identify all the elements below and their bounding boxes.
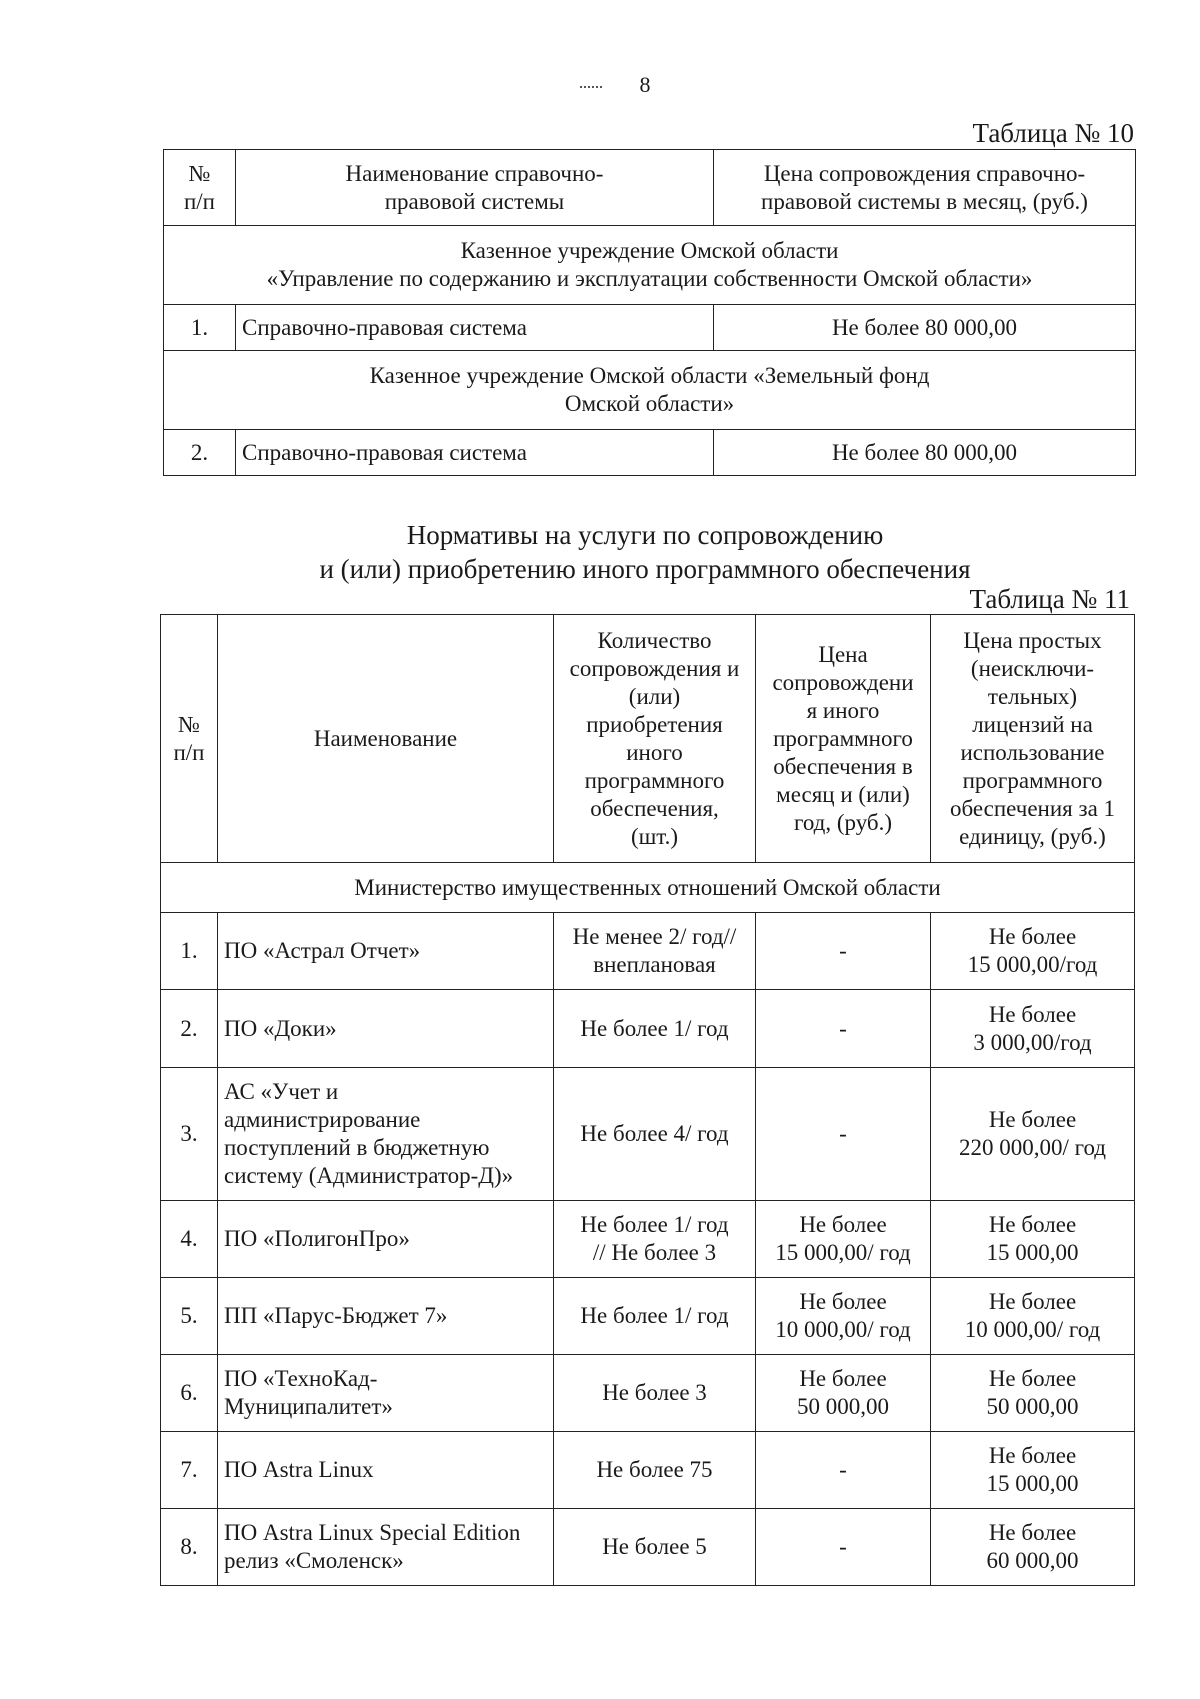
row-name: ПО «Астрал Отчет» bbox=[218, 913, 554, 990]
table-row bbox=[161, 1068, 1135, 1201]
page-number: 8 bbox=[639, 72, 651, 97]
row-support-price: - bbox=[756, 1509, 931, 1586]
row-number: 5. bbox=[161, 1278, 218, 1355]
table11-section-row bbox=[161, 863, 1135, 913]
row-price: Не более 80 000,00 bbox=[714, 430, 1136, 476]
row-quantity: Не более 3 bbox=[554, 1355, 756, 1432]
row-license-price: Не более 60 000,00 bbox=[931, 1509, 1135, 1586]
table-row bbox=[164, 305, 1136, 351]
table10 bbox=[163, 149, 1136, 476]
row-support-price: Не более 50 000,00 bbox=[756, 1355, 931, 1432]
row-license-price: Не более 50 000,00 bbox=[931, 1355, 1135, 1432]
row-support-price: - bbox=[756, 990, 931, 1068]
table10-header-cell: № п/п bbox=[164, 150, 236, 226]
row-quantity: Не более 1/ год bbox=[554, 1278, 756, 1355]
table11-header-cell: Цена простых (неисключи- тельных) лицензий на использование программного обеспечения за 1 единицу, (руб.) bbox=[931, 615, 1135, 863]
row-license-price: Не более 3 000,00/год bbox=[931, 990, 1135, 1068]
table-row bbox=[161, 1278, 1135, 1355]
row-number: 8. bbox=[161, 1509, 218, 1586]
table11 bbox=[160, 614, 1135, 1586]
table-row bbox=[161, 1509, 1135, 1586]
row-number: 2. bbox=[161, 990, 218, 1068]
row-support-price: - bbox=[756, 913, 931, 990]
table-row bbox=[161, 1355, 1135, 1432]
row-quantity: Не более 75 bbox=[554, 1432, 756, 1509]
row-number: 7. bbox=[161, 1432, 218, 1509]
table-row bbox=[161, 1432, 1135, 1509]
table11-header-row bbox=[161, 615, 1135, 863]
row-number: 1. bbox=[161, 913, 218, 990]
row-support-price: - bbox=[756, 1068, 931, 1201]
table10-section-row bbox=[164, 351, 1136, 430]
table10-header-row bbox=[164, 150, 1136, 226]
row-license-price: Не более 15 000,00/год bbox=[931, 913, 1135, 990]
row-quantity: Не более 4/ год bbox=[554, 1068, 756, 1201]
table-row bbox=[161, 1201, 1135, 1278]
row-license-price: Не более 10 000,00/ год bbox=[931, 1278, 1135, 1355]
row-number: 6. bbox=[161, 1355, 218, 1432]
table10-section-title: Казенное учреждение Омской области «Земельный фонд Омской области» bbox=[164, 351, 1136, 430]
table-row bbox=[161, 913, 1135, 990]
row-number: 4. bbox=[161, 1201, 218, 1278]
table11-caption: Таблица № 11 bbox=[969, 584, 1130, 614]
section-title: Нормативы на услуги по сопровождению и (или) приобретению иного программного обеспечения bbox=[319, 520, 971, 584]
table11-header-cell: № п/п bbox=[161, 615, 218, 863]
row-support-price: - bbox=[756, 1432, 931, 1509]
row-name: ПО «ПолигонПро» bbox=[218, 1201, 554, 1278]
table10-caption: Таблица № 10 bbox=[972, 118, 1134, 148]
row-name: ПО Astra Linux bbox=[218, 1432, 554, 1509]
row-number: 1. bbox=[164, 305, 236, 351]
row-quantity: Не более 5 bbox=[554, 1509, 756, 1586]
row-name: ПО «ТехноКад- Муниципалитет» bbox=[218, 1355, 554, 1432]
table10-header-cell: Цена сопровождения справочно- правовой системы в месяц, (руб.) bbox=[714, 150, 1136, 226]
row-name: АС «Учет и администрирование поступлений в бюджетную систему (Администратор-Д)» bbox=[218, 1068, 554, 1201]
table-row bbox=[161, 990, 1135, 1068]
row-price: Не более 80 000,00 bbox=[714, 305, 1136, 351]
table11-header-cell: Количество сопровождения и (или) приобретения иного программного обеспечения, (шт.) bbox=[554, 615, 756, 863]
row-name: ПО Astra Linux Special Edition релиз «Смоленск» bbox=[218, 1509, 554, 1586]
row-support-price: Не более 10 000,00/ год bbox=[756, 1278, 931, 1355]
row-quantity: Не более 1/ год // Не более 3 bbox=[554, 1201, 756, 1278]
row-quantity: Не более 1/ год bbox=[554, 990, 756, 1068]
row-support-price: Не более 15 000,00/ год bbox=[756, 1201, 931, 1278]
row-license-price: Не более 220 000,00/ год bbox=[931, 1068, 1135, 1201]
table11-header-cell: Цена сопровождени я иного программного обеспечения в месяц и (или) год, (руб.) bbox=[756, 615, 931, 863]
table10-header-cell: Наименование справочно- правовой системы bbox=[236, 150, 714, 226]
table10-section-row bbox=[164, 226, 1136, 305]
row-name: Справочно-правовая система bbox=[236, 305, 714, 351]
row-name: ПО «Доки» bbox=[218, 990, 554, 1068]
table10-section-title: Казенное учреждение Омской области «Управление по содержанию и эксплуатации собственности Омской области» bbox=[164, 226, 1136, 305]
table11-section-title: Министерство имущественных отношений Омской области bbox=[161, 863, 1135, 913]
row-name: Справочно-правовая система bbox=[236, 430, 714, 476]
table-row bbox=[164, 430, 1136, 476]
table11-header-cell: Наименование bbox=[218, 615, 554, 863]
row-quantity: Не менее 2/ год// внеплановая bbox=[554, 913, 756, 990]
row-license-price: Не более 15 000,00 bbox=[931, 1432, 1135, 1509]
row-license-price: Не более 15 000,00 bbox=[931, 1201, 1135, 1278]
row-number: 2. bbox=[164, 430, 236, 476]
row-name: ПП «Парус-Бюджет 7» bbox=[218, 1278, 554, 1355]
row-number: 3. bbox=[161, 1068, 218, 1201]
